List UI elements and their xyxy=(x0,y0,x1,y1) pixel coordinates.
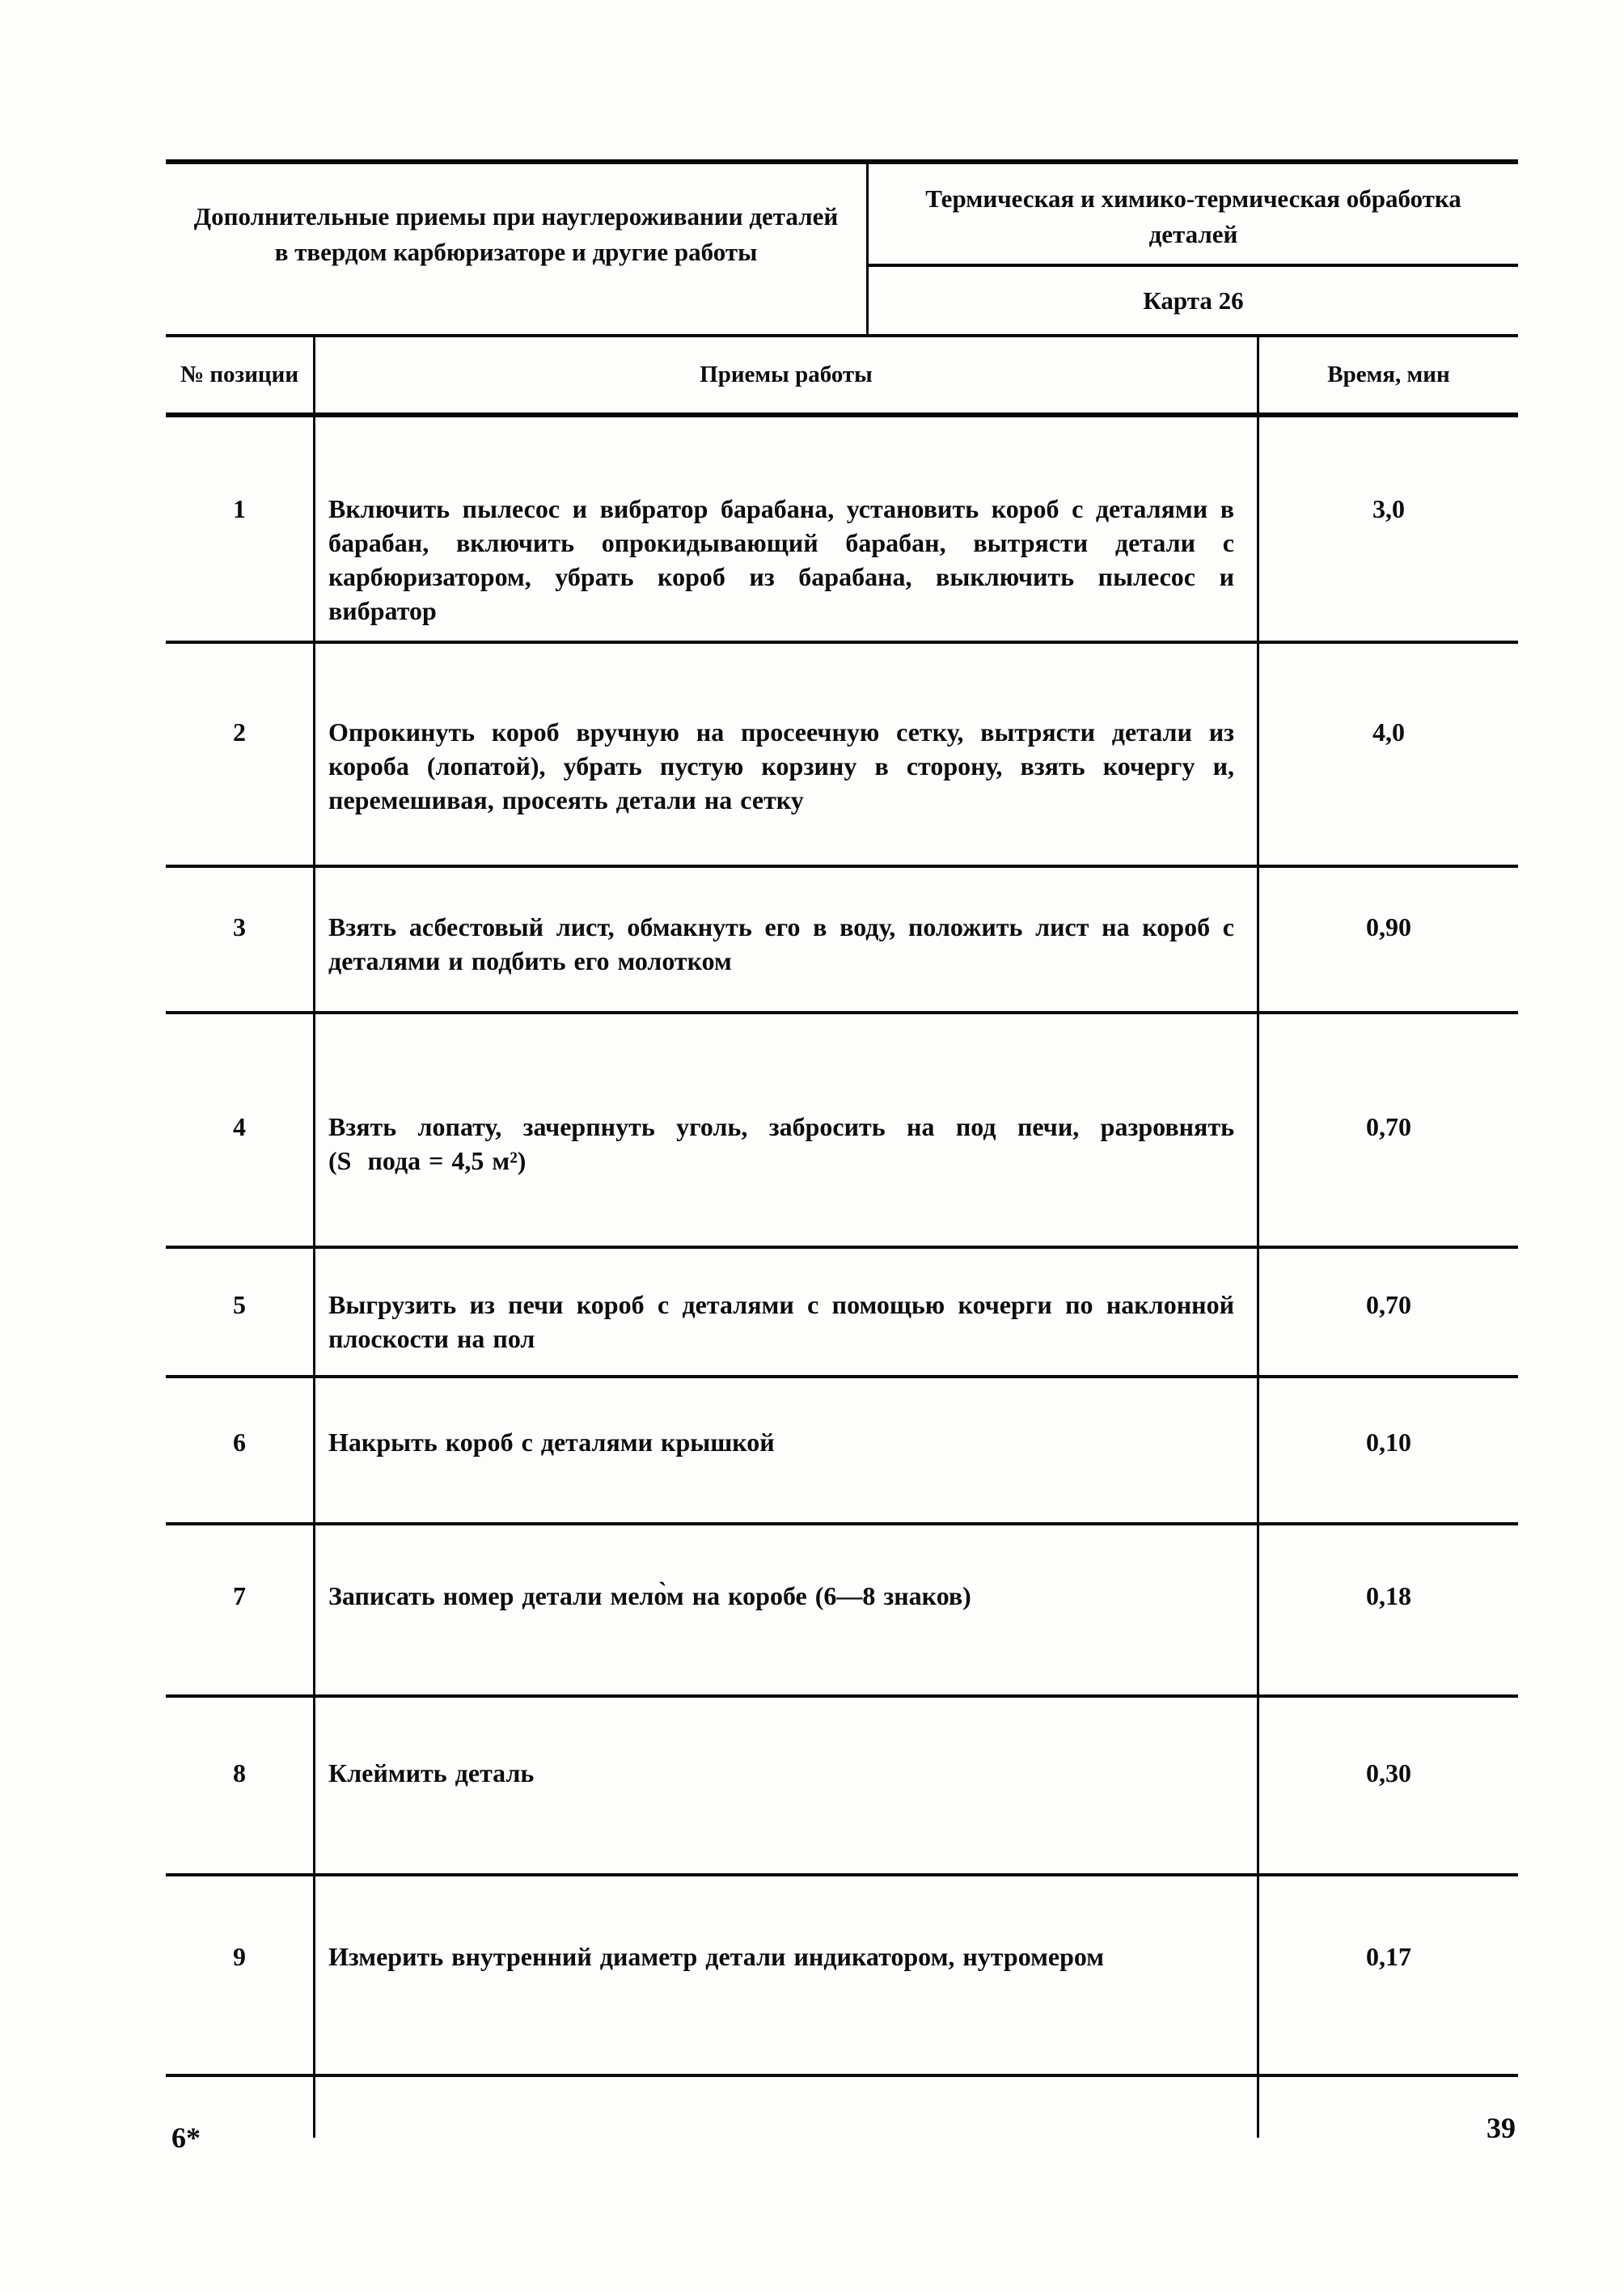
table-row xyxy=(166,1014,1518,1249)
table-row xyxy=(166,868,1518,1014)
footer-signature-mark: 6* xyxy=(171,2122,201,2154)
time-value: 0,70 xyxy=(1366,1112,1411,1141)
table-row xyxy=(166,644,1518,868)
work-method-text: Взять лопату, зачерпнуть уголь, забросить на под печи, разровнять (S пода = 4,5 м²) xyxy=(313,1014,1259,1246)
header-right-title: Термическая и химико-термическая обработка деталей xyxy=(925,184,1461,248)
column-header-position: № позиции xyxy=(180,362,299,387)
column-header-time: Время, мин xyxy=(1327,362,1450,387)
work-method-text: Опрокинуть короб вручную на просеечную сетку, вытрясти детали из короба (лопатой), убрать пустую корзину в сторону, взять кочергу и, перемешивая, просеять детали на сетку xyxy=(313,644,1259,865)
column-header-methods: Приемы работы xyxy=(313,337,1259,412)
work-method-text: Записать номер детали мело̀м на коробе (6—8 знаков) xyxy=(313,1525,1259,1694)
position-number: 5 xyxy=(233,1290,246,1319)
header-left-title: Дополнительные приемы при науглероживании деталей в твердом карбюризаторе и другие работы xyxy=(193,202,839,266)
position-number: 6 xyxy=(233,1428,246,1457)
work-method-text: Включить пылесос и вибратор барабана, установить короб с деталями в барабан, включить опрокидывающий барабан, вытрясти детали с карбюризатором, убрать короб из барабана, выключить пылесос и вибратор xyxy=(313,417,1259,641)
card-header xyxy=(166,159,1518,337)
time-value: 0,17 xyxy=(1366,1942,1411,1971)
table-row xyxy=(166,1876,1518,2077)
table-bottom-stub xyxy=(166,2077,1518,2138)
position-number: 7 xyxy=(233,1581,246,1610)
time-value: 0,90 xyxy=(1366,912,1411,941)
table-row xyxy=(166,417,1518,644)
time-value: 0,70 xyxy=(1366,1290,1411,1319)
table-row xyxy=(166,1525,1518,1698)
position-number: 1 xyxy=(233,494,246,523)
table-row xyxy=(166,1249,1518,1378)
page-number: 39 xyxy=(1487,2112,1516,2144)
table-header-row xyxy=(166,337,1518,417)
time-value: 3,0 xyxy=(1372,494,1405,523)
time-value: 0,30 xyxy=(1366,1758,1411,1787)
table-row xyxy=(166,1698,1518,1876)
time-value: 4,0 xyxy=(1372,717,1405,747)
card-sheet xyxy=(166,159,1518,2138)
work-method-text: Накрыть короб с деталями крышкой xyxy=(313,1378,1259,1522)
header-right-block xyxy=(866,164,1518,334)
work-method-text: Взять асбестовый лист, обмакнуть его в воду, положить лист на короб с деталями и подбить его молотком xyxy=(313,868,1259,1011)
work-method-text: Измерить внутренний диаметр детали индикатором, нутромером xyxy=(313,1876,1259,2074)
position-number: 4 xyxy=(233,1112,246,1141)
time-value: 0,10 xyxy=(1366,1428,1411,1457)
card-number-row xyxy=(869,264,1518,334)
work-method-text: Выгрузить из печи короб с деталями с помощью кочерги по наклонной плоскости на пол xyxy=(313,1249,1259,1375)
position-number: 9 xyxy=(233,1942,246,1971)
time-value: 0,18 xyxy=(1366,1581,1411,1610)
position-number: 2 xyxy=(233,717,246,747)
card-number-label: Карта 26 xyxy=(1143,286,1244,315)
position-number: 3 xyxy=(233,912,246,941)
position-number: 8 xyxy=(233,1758,246,1787)
table-row xyxy=(166,1378,1518,1525)
work-method-text: Клеймить деталь xyxy=(313,1698,1259,1873)
